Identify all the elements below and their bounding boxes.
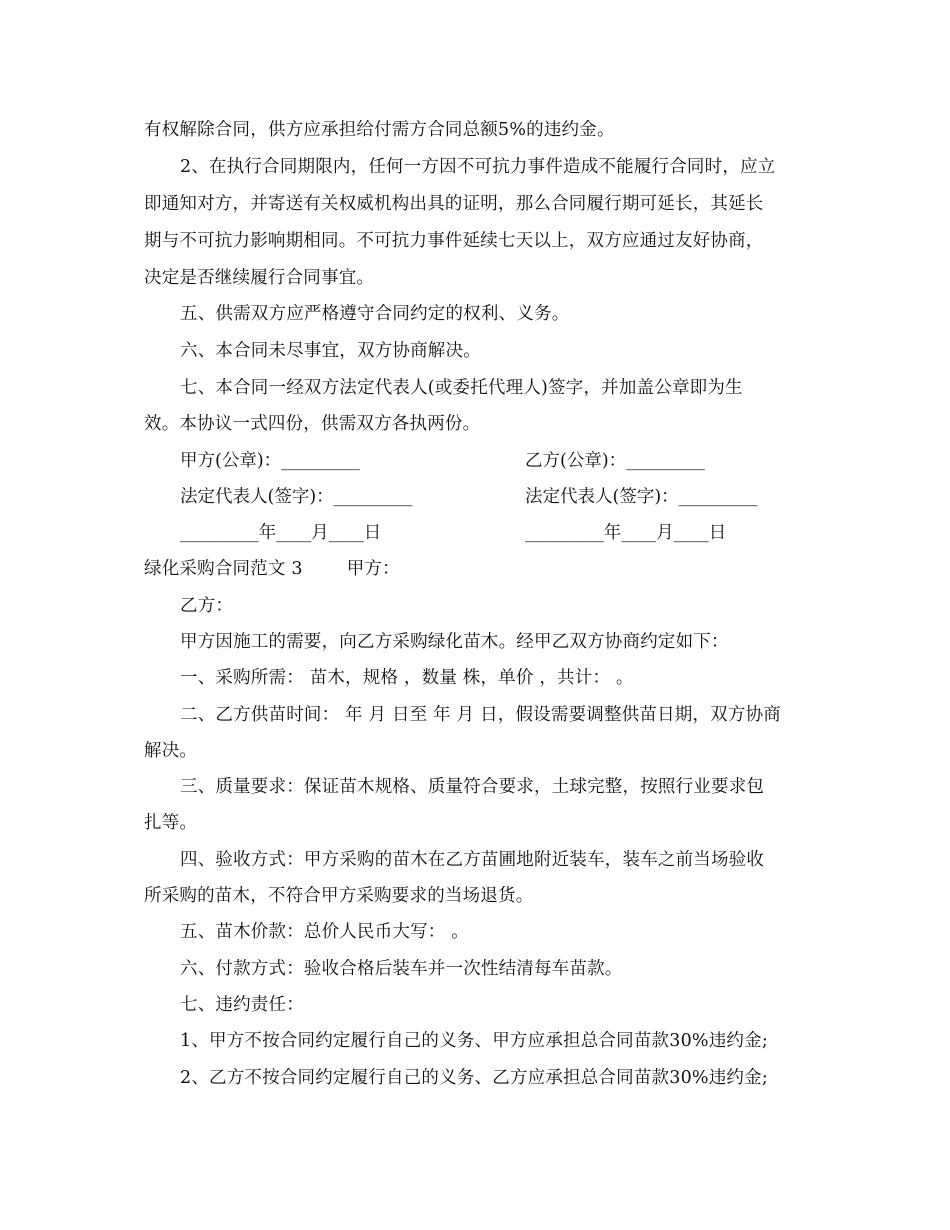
paragraph-line: 四、验收方式：甲方采购的苗木在乙方苗圃地附近装车，装车之前当场验收 [180,850,765,870]
paragraph-line: 六、本合同未尽事宜，双方协商解决。 [180,341,481,361]
party-b-representative: 法定代表人(签字)：_________ [525,487,758,507]
paragraph-line: 七、违约责任： [180,995,304,1015]
paragraph-line: 甲方因施工的需要，向乙方采购绿化苗木。经甲乙双方协商约定如下： [180,632,729,652]
section-title: 绿化采购合同范文 3 [144,559,303,579]
party-b-date: _________年____月____日 [525,523,727,543]
paragraph-line: 效。本协议一式四份，供需双方各执两份。 [144,414,481,434]
paragraph-line: 扎等。 [144,813,198,833]
party-b-seal: 乙方(公章)：_________ [525,451,705,471]
paragraph-line: 一、采购所需： 苗木，规格 ，数量 株，单价 ，共计： 。 [180,668,634,688]
paragraph-line: 所采购的苗木，不符合甲方采购要求的当场退货。 [144,886,534,906]
paragraph-line: 五、苗木价款：总价人民币大写： 。 [180,922,469,942]
paragraph-line: 期与不可抗力影响期相同。不可抗力事件延续七天以上，双方应通过友好协商， [144,231,764,251]
party-a-date: _________年____月____日 [180,523,382,543]
paragraph-line: 决定是否继续履行合同事宜。 [144,268,375,288]
paragraph-line: 七、本合同一经双方法定代表人(或委托代理人)签字，并加盖公章即为生 [180,378,743,398]
party-a-representative: 法定代表人(签字)：_________ [180,487,413,507]
paragraph-line: 即通知对方，并寄送有关权威机构出具的证明，那么合同履行期可延长，其延长 [144,194,764,214]
party-a-label: 甲方： [346,559,400,579]
paragraph-line: 五、供需双方应严格遵守合同约定的权利、义务。 [180,304,570,324]
section-heading [144,557,400,581]
paragraph-line: 有权解除合同，供方应承担给付需方合同总额5%的违约金。 [144,120,615,140]
paragraph-line: 三、质量要求：保证苗木规格、质量符合要求，土球完整，按照行业要求包 [180,777,765,797]
paragraph-line: 二、乙方供苗时间： 年 月 日至 年 月 日，假设需要调整供苗日期，双方协商 [180,705,781,725]
paragraph-line: 解决。 [144,741,198,761]
paragraph-line: 2、乙方不按合同约定履行自己的义务、乙方应承担总合同苗款30%违约金; [180,1068,768,1088]
paragraph-line: 六、付款方式：验收合格后装车并一次性结清每车苗款。 [180,959,623,979]
party-a-seal: 甲方(公章)：_________ [180,451,360,471]
party-b-label: 乙方： [180,596,234,616]
paragraph-line: 1、甲方不按合同约定履行自己的义务、甲方应承担总合同苗款30%违约金; [180,1031,768,1051]
paragraph-line: 2、在执行合同期限内，任何一方因不可抗力事件造成不能履行合同时，应立 [180,157,776,177]
